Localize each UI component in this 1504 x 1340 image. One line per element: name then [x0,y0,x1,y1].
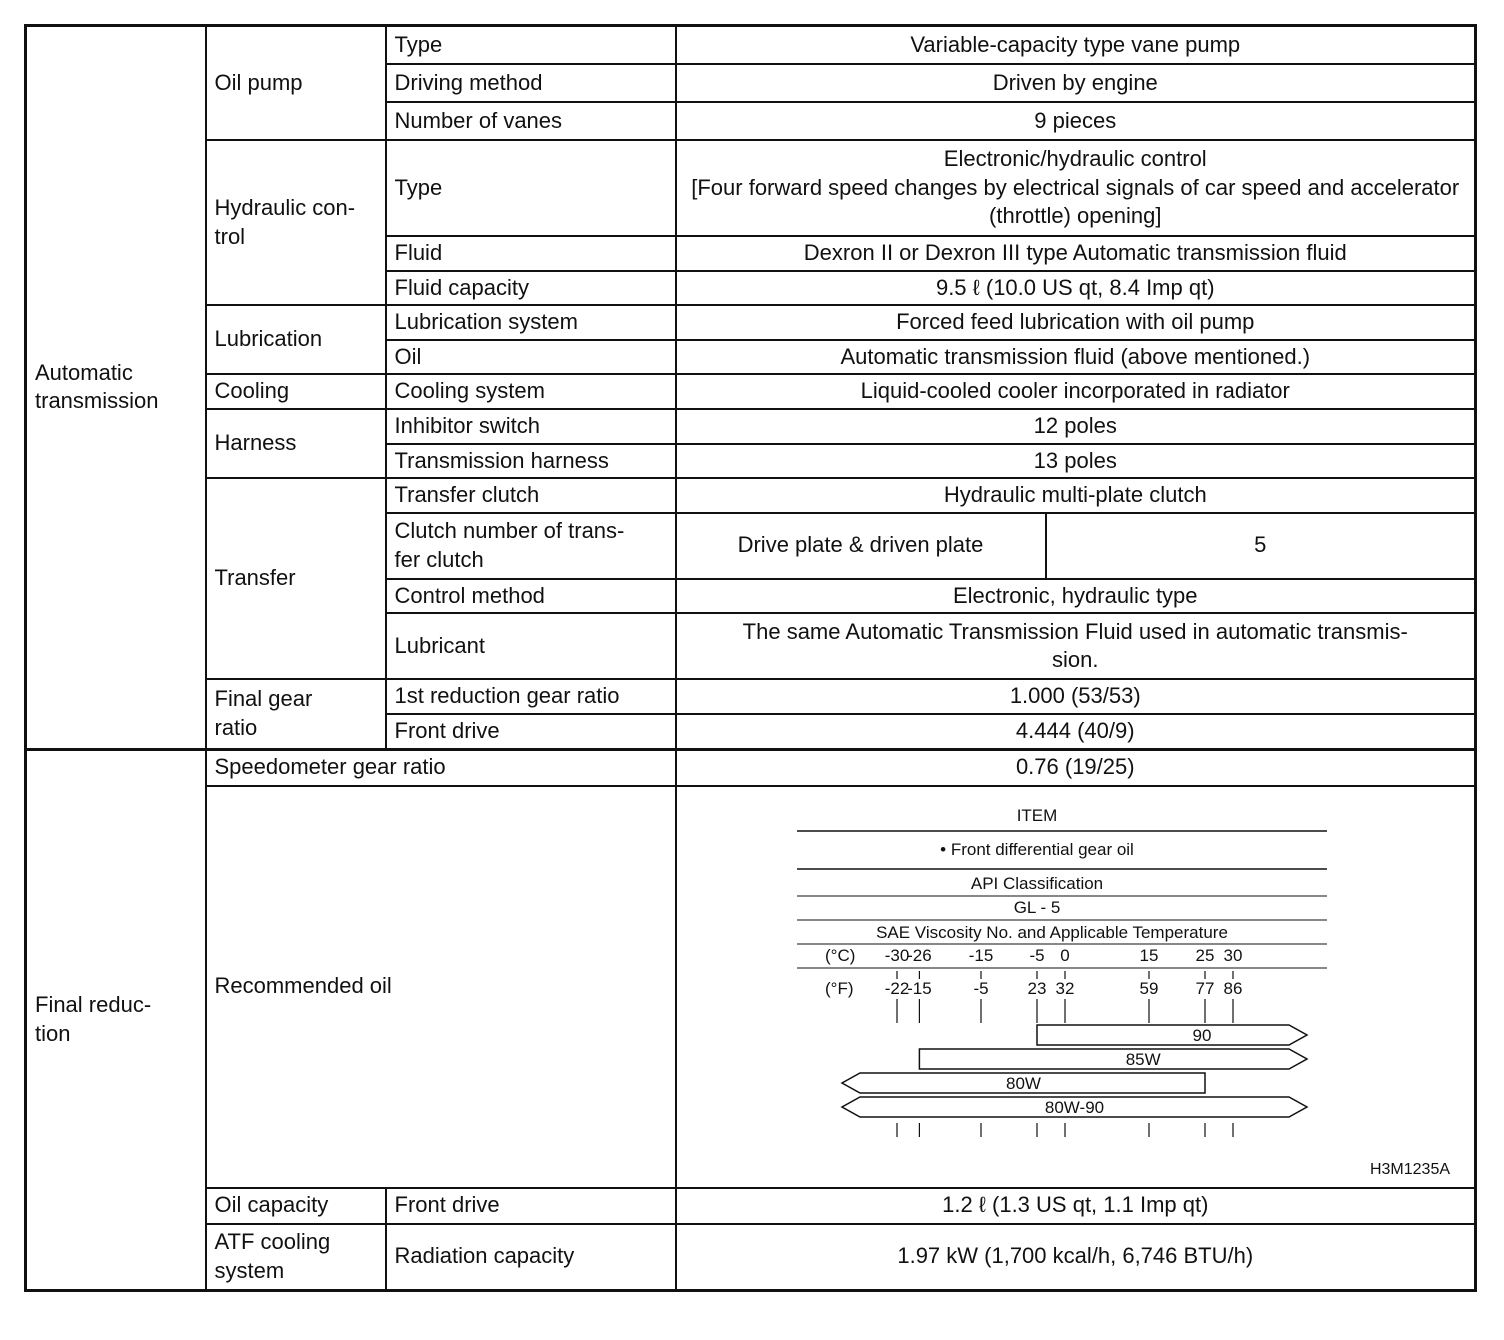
fahrenheit-tick: 86 [1223,978,1242,998]
lubrication-oil-label: Oil [386,340,676,375]
oil-viscosity-chart [797,801,1357,1161]
hydraulic-capacity-value: 9.5 ℓ (10.0 US qt, 8.4 Imp qt) [676,271,1476,306]
fahrenheit-tick: -15 [906,978,932,998]
hydraulic-fluid-label: Fluid [386,236,676,271]
front-drive-ratio-value: 4.444 (40/9) [676,714,1476,749]
clutch-number-value: 5 [1046,513,1476,579]
grade-label: 80W-90 [1044,1097,1104,1117]
table-row [26,374,1476,409]
lubricant-value: The same Automatic Transmission Fluid used in automatic transmis- sion. [676,613,1476,679]
lubricant-label: Lubricant [386,613,676,679]
oil-pump-type-value: Variable-capacity type vane pump [676,26,1476,65]
table-row [26,1188,1476,1224]
celsius-tick: 15 [1139,945,1158,965]
transfer-label: Transfer [206,478,386,679]
clutch-number-label: Clutch number of trans- fer clutch [386,513,676,579]
cooling-system-value: Liquid-cooled cooler incorporated in radiator [676,374,1476,409]
celsius-tick: -5 [1028,945,1045,965]
section-final-reduction: Final reduc- tion [26,749,206,1290]
transmission-harness-label: Transmission harness [386,444,676,479]
table-row [26,679,1476,714]
grade-bar [919,1049,1307,1069]
figure-code: H3M1235A [1369,1160,1451,1178]
lubrication-label: Lubrication [206,305,386,374]
clutch-number-sub: Drive plate & driven plate [676,513,1046,579]
transfer-clutch-label: Transfer clutch [386,478,676,513]
table-row [26,478,1476,513]
lubrication-oil-value: Automatic transmission fluid (above mentioned.) [676,340,1476,375]
speedometer-label: Speedometer gear ratio [206,749,676,786]
fahrenheit-tick: -22 [884,978,909,998]
lubrication-system-label: Lubrication system [386,305,676,340]
chart-bars [842,1025,1307,1117]
oil-pump-vanes-label: Number of vanes [386,102,676,140]
celsius-label: (°C) [824,945,855,965]
celsius-tick: 0 [1059,945,1070,965]
hydraulic-fluid-value: Dexron II or Dexron III type Automatic transmission fluid [676,236,1476,271]
chart-api-title: API Classification [970,873,1103,893]
grade-bar [1037,1025,1307,1045]
oil-pump-driving-label: Driving method [386,64,676,102]
grade-label: 85W [1125,1049,1161,1069]
chart-item-title: ITEM [1016,805,1057,825]
oil-chart [797,801,1357,1161]
chart-sae-title: SAE Viscosity No. and Applicable Temperature [875,922,1228,942]
recommended-oil-chart-cell [676,786,1476,1188]
inhibitor-switch-value: 12 poles [676,409,1476,444]
cooling-system-label: Cooling system [386,374,676,409]
hydraulic-type-value: Electronic/hydraulic control [Four forward speed changes by electrical signals of car speed and accelerator (throttle) opening] [676,140,1476,236]
hydraulic-control-label: Hydraulic con- trol [206,140,386,305]
radiation-capacity-label: Radiation capacity [386,1224,676,1291]
grade-label: 90 [1192,1025,1211,1045]
section-automatic-transmission: Automatic transmission [26,26,206,750]
fahrenheit-tick: -5 [972,978,989,998]
specifications-table [24,24,1477,751]
oil-pump-driving-value: Driven by engine [676,64,1476,102]
table-row [26,786,1476,1188]
recommended-oil-label: Recommended oil [206,786,676,1188]
grade-label: 80W [1005,1073,1041,1093]
chart-api-value: GL - 5 [1013,897,1060,917]
speedometer-value: 0.76 (19/25) [676,749,1476,786]
harness-label: Harness [206,409,386,478]
inhibitor-switch-label: Inhibitor switch [386,409,676,444]
celsius-tick: -15 [968,945,993,965]
fahrenheit-tick: 23 [1027,978,1046,998]
table-row [26,26,1476,65]
radiation-capacity-value: 1.97 kW (1,700 kcal/h, 6,746 BTU/h) [676,1224,1476,1291]
oil-capacity-front-value: 1.2 ℓ (1.3 US qt, 1.1 Imp qt) [676,1188,1476,1224]
celsius-tick: -30 [884,945,909,965]
oil-capacity-front-label: Front drive [386,1188,676,1224]
lubrication-system-value: Forced feed lubrication with oil pump [676,305,1476,340]
fahrenheit-tick: 59 [1139,978,1158,998]
table-row [26,305,1476,340]
final-reduction-table [24,748,1477,1292]
oil-pump-type-label: Type [386,26,676,65]
first-reduction-value: 1.000 (53/53) [676,679,1476,714]
fahrenheit-label: (°F) [824,978,854,998]
fahrenheit-tick: 77 [1195,978,1214,998]
chart-item-value: • Front differential gear oil [939,839,1134,859]
cooling-label: Cooling [206,374,386,409]
transfer-clutch-value: Hydraulic multi-plate clutch [676,478,1476,513]
oil-capacity-label: Oil capacity [206,1188,386,1224]
atf-cooling-label: ATF cooling system [206,1224,386,1291]
first-reduction-label: 1st reduction gear ratio [386,679,676,714]
celsius-tick: 25 [1195,945,1214,965]
control-method-value: Electronic, hydraulic type [676,579,1476,614]
oil-pump-label: Oil pump [206,26,386,141]
oil-pump-vanes-value: 9 pieces [676,102,1476,140]
front-drive-ratio-label: Front drive [386,714,676,749]
table-row [26,409,1476,444]
final-gear-label: Final gear ratio [206,679,386,749]
hydraulic-capacity-label: Fluid capacity [386,271,676,306]
transmission-harness-value: 13 poles [676,444,1476,479]
hydraulic-type-label: Type [386,140,676,236]
fahrenheit-tick: 32 [1055,978,1074,998]
table-row [26,1224,1476,1291]
table-row [26,140,1476,236]
control-method-label: Control method [386,579,676,614]
celsius-tick: 30 [1223,945,1242,965]
table-row [26,749,1476,786]
celsius-tick: -26 [906,945,932,965]
